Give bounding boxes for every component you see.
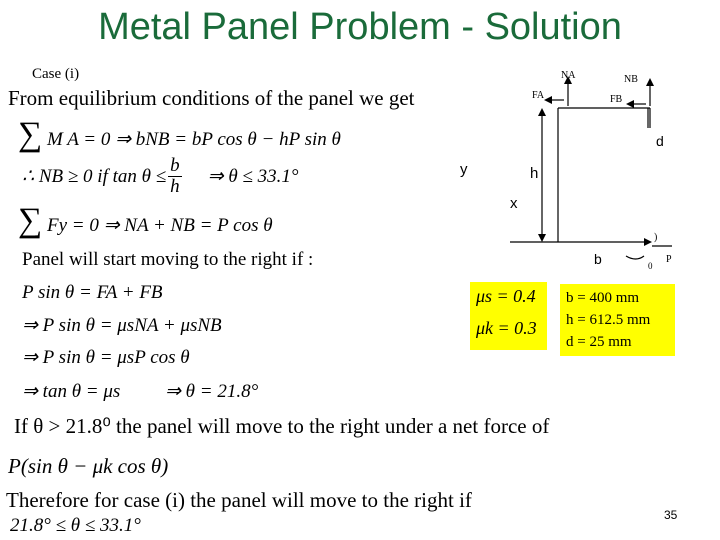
theta-range: 21.8° ≤ θ ≤ 33.1°: [10, 515, 141, 536]
x-label: x: [510, 195, 518, 212]
intro-text: From equilibrium conditions of the panel we get: [8, 86, 415, 110]
dimension-b: b = 400 mm: [566, 290, 640, 306]
h-arrow-bottom: [538, 234, 546, 242]
equation-3: ⇒ P sin θ = μsP cos θ: [22, 347, 190, 368]
equation-2: ⇒ P sin θ = μsNA + μsNB: [22, 315, 222, 336]
moving-text: Panel will start moving to the right if :: [22, 249, 314, 270]
fb-arrow-head: [626, 100, 634, 108]
nb-label: NB: [624, 74, 638, 85]
sum-symbol: ∑: [18, 202, 43, 239]
theta-arc: [626, 256, 644, 259]
h-arrow-top: [538, 108, 546, 116]
fa-label: FA: [532, 90, 545, 101]
coefficients-box: [470, 282, 547, 350]
moment-equation: [18, 116, 341, 154]
nb-arrow-head: [646, 78, 654, 86]
paren-mark: ): [654, 232, 658, 243]
equation-1: P sin θ = FA + FB: [22, 282, 163, 303]
dimensions-box: [560, 284, 675, 356]
sum-symbol: ∑: [18, 116, 43, 153]
moment-equation-text: M A = 0 ⇒ bNB = bP cos θ − hP sin θ: [47, 129, 341, 150]
page-title: Metal Panel Problem - Solution: [98, 6, 622, 48]
force-y-equation-text: Fy = 0 ⇒ NA + NB = P cos θ: [47, 215, 273, 236]
y-label: y: [460, 161, 468, 178]
panel-diagram: [460, 60, 700, 280]
force-y-equation: [18, 202, 273, 240]
mu-k-value: μk = 0.3: [476, 318, 537, 338]
conclusion-line-2: Therefore for case (i) the panel will move to the right if: [6, 488, 472, 512]
equation-4-result: ⇒ θ = 21.8°: [165, 381, 259, 402]
dimension-d: d = 25 mm: [566, 334, 632, 350]
b-label: b: [594, 251, 602, 267]
nb-condition: [22, 156, 298, 197]
fa-arrow-head: [544, 96, 552, 104]
mu-s-value: μs = 0.4: [476, 286, 536, 306]
net-force-expression: P(sin θ − μk cos θ): [8, 454, 169, 478]
fraction-numerator: b: [170, 155, 180, 176]
condition-lhs: ∴ NB ≥ 0 if tan θ ≤: [22, 166, 167, 187]
d-label: d: [656, 133, 664, 149]
zero-label: 0: [648, 261, 653, 271]
condition-rhs: ⇒ θ ≤ 33.1°: [207, 166, 299, 187]
fraction-denominator: h: [170, 176, 180, 197]
fb-label: FB: [610, 94, 623, 105]
p-label: P: [666, 254, 672, 265]
b-arrow-head: [644, 238, 652, 246]
dimension-h: h = 612.5 mm: [566, 312, 651, 328]
page-number: 35: [664, 508, 678, 522]
equation-4: ⇒ tan θ = μs: [22, 381, 121, 402]
h-label: h: [530, 165, 539, 182]
case-label: Case (i): [32, 66, 80, 82]
conclusion-line-1: If θ > 21.8⁰ the panel will move to the right under a net force of: [14, 414, 550, 438]
na-label: NA: [561, 70, 576, 81]
b-over-h-fraction: [168, 156, 182, 197]
